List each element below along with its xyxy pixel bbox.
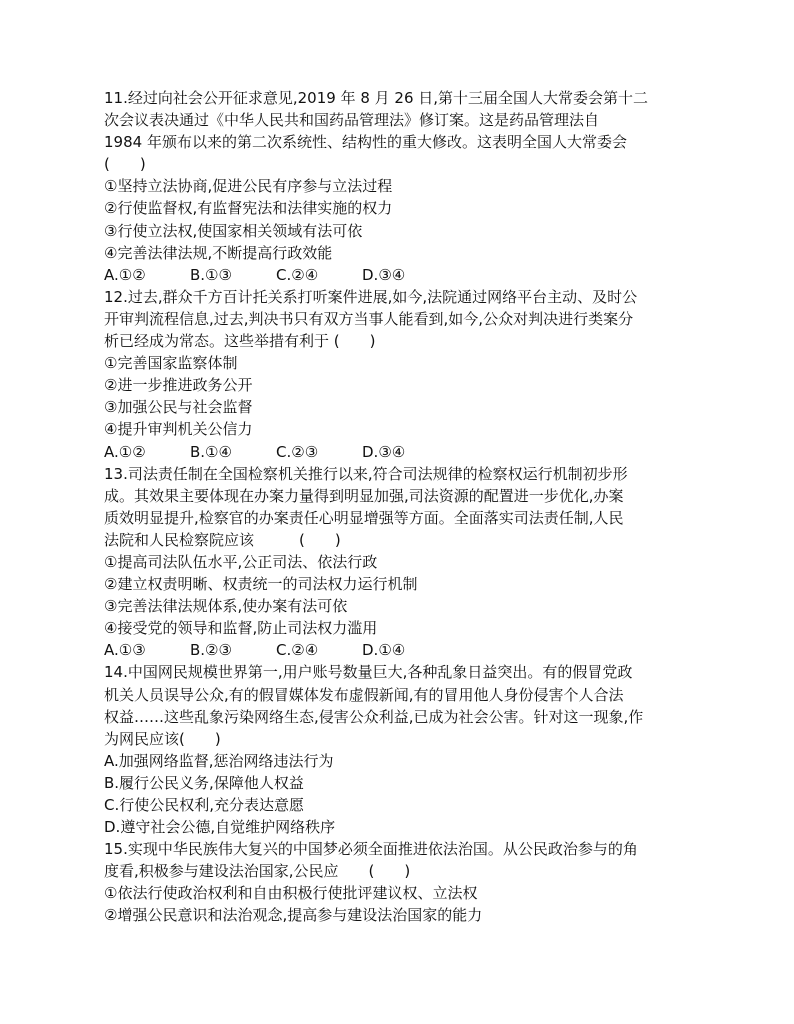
option-d: D.③④ [362, 442, 406, 461]
question-stem-line: 12.过去,群众千方百计托关系打听案件进展,如今,法院通过网络平台主动、及时公 [104, 287, 638, 306]
question-stem-line: 析已经成为常态。这些举措有利于 ( ) [104, 332, 376, 351]
statement-item: ④完善法律法规,不断提高行政效能 [104, 243, 333, 262]
question-stem-line: 1984 年颁布以来的第二次系统性、结构性的重大修改。这表明全国人大常委会 [104, 133, 627, 152]
exam-page [104, 87, 694, 927]
option-a: A.①③ [104, 641, 146, 660]
question-13 [104, 463, 694, 662]
question-stem-line: 次会议表决通过《中华人民共和国药品管理法》修订案。这是药品管理法自 [104, 111, 600, 130]
option-a: A.①② [104, 265, 146, 284]
option-d: D.①④ [362, 641, 406, 660]
statement-item: ①依法行使政治权利和自由积极行使批评建议权、立法权 [104, 884, 478, 903]
option-c: C.②④ [276, 641, 319, 660]
option-b: B.①③ [190, 265, 232, 284]
question-stem-line: 为网民应该( ) [104, 729, 221, 748]
option-a: A.加强网络监督,惩治网络违法行为 [104, 751, 334, 770]
question-stem-line: 13.司法责任制在全国检察机关推行以来,符合司法规律的检察权运行机制初步形 [104, 464, 628, 483]
answer-options [104, 639, 694, 661]
statement-item: ③完善法律法规体系,使办案有法可依 [104, 597, 348, 616]
question-stem-line: 法院和人民检察院应该 ( ) [104, 530, 341, 549]
option-a: A.①② [104, 442, 146, 461]
question-stem-line: 机关人员误导公众,有的假冒媒体发布虚假新闻,有的冒用他人身份侵害个人合法 [104, 685, 624, 704]
statement-item: ②行使监督权,有监督宪法和法律实施的权力 [104, 199, 393, 218]
question-stem-line: 14.中国网民规模世界第一,用户账号数量巨大,各种乱象日益突出。有的假冒党政 [104, 663, 633, 682]
question-11 [104, 87, 694, 286]
question-12 [104, 286, 694, 463]
question-15 [104, 838, 694, 926]
option-b: B.履行公民义务,保障他人权益 [104, 773, 304, 792]
option-c: C.②④ [276, 265, 319, 284]
option-d: D.③④ [362, 265, 406, 284]
statement-item: ①提高司法队伍水平,公正司法、依法行政 [104, 552, 378, 571]
question-stem-line: 15.实现中华民族伟大复兴的中国梦必须全面推进依法治国。从公民政治参与的角 [104, 840, 638, 859]
statement-item: ②增强公民意识和法治观念,提高参与建设法治国家的能力 [104, 906, 483, 925]
question-stem-line: 开审判流程信息,过去,判决书只有双方当事人能看到,如今,公众对判决进行类案分 [104, 309, 634, 328]
option-b: B.②③ [190, 641, 232, 660]
question-stem-line: 权益……这些乱象污染网络生态,侵害公众利益,已成为社会公害。针对这一现象,作 [104, 707, 644, 726]
option-c: C.行使公民权利,充分表达意愿 [104, 796, 305, 814]
statement-item: ③行使立法权,使国家相关领域有法可依 [104, 221, 363, 240]
statement-item: ②进一步推进政务公开 [104, 376, 253, 395]
question-stem-line: 成。其效果主要体现在办案力量得到明显加强,司法资源的配置进一步优化,办案 [104, 486, 624, 505]
question-stem-line: 11.经过向社会公开征求意见,2019 年 8 月 26 日,第十三届全国人大常委会第十二 [104, 89, 649, 107]
statement-item: ①坚持立法协商,促进公民有序参与立法过程 [104, 177, 393, 196]
answer-options [104, 441, 694, 463]
answer-options [104, 264, 694, 286]
option-b: B.①④ [190, 442, 232, 461]
statement-item: ③加强公民与社会监督 [104, 398, 253, 417]
question-stem-line: 度看,积极参与建设法治国家,公民应 ( ) [104, 862, 411, 881]
question-14 [104, 661, 694, 838]
option-d: D.遵守社会公德,自觉维护网络秩序 [104, 818, 336, 837]
answer-blank: ( ) [104, 155, 146, 174]
question-stem-line: 质效明显提升,检察官的办案责任心明显增强等方面。全面落实司法责任制,人民 [104, 508, 624, 527]
statement-item: ②建立权责明晰、权责统一的司法权力运行机制 [104, 575, 418, 594]
statement-item: ①完善国家监察体制 [104, 354, 238, 373]
option-c: C.②③ [276, 442, 319, 461]
statement-item: ④提升审判机关公信力 [104, 420, 253, 439]
statement-item: ④接受党的领导和监督,防止司法权力滥用 [104, 619, 378, 638]
